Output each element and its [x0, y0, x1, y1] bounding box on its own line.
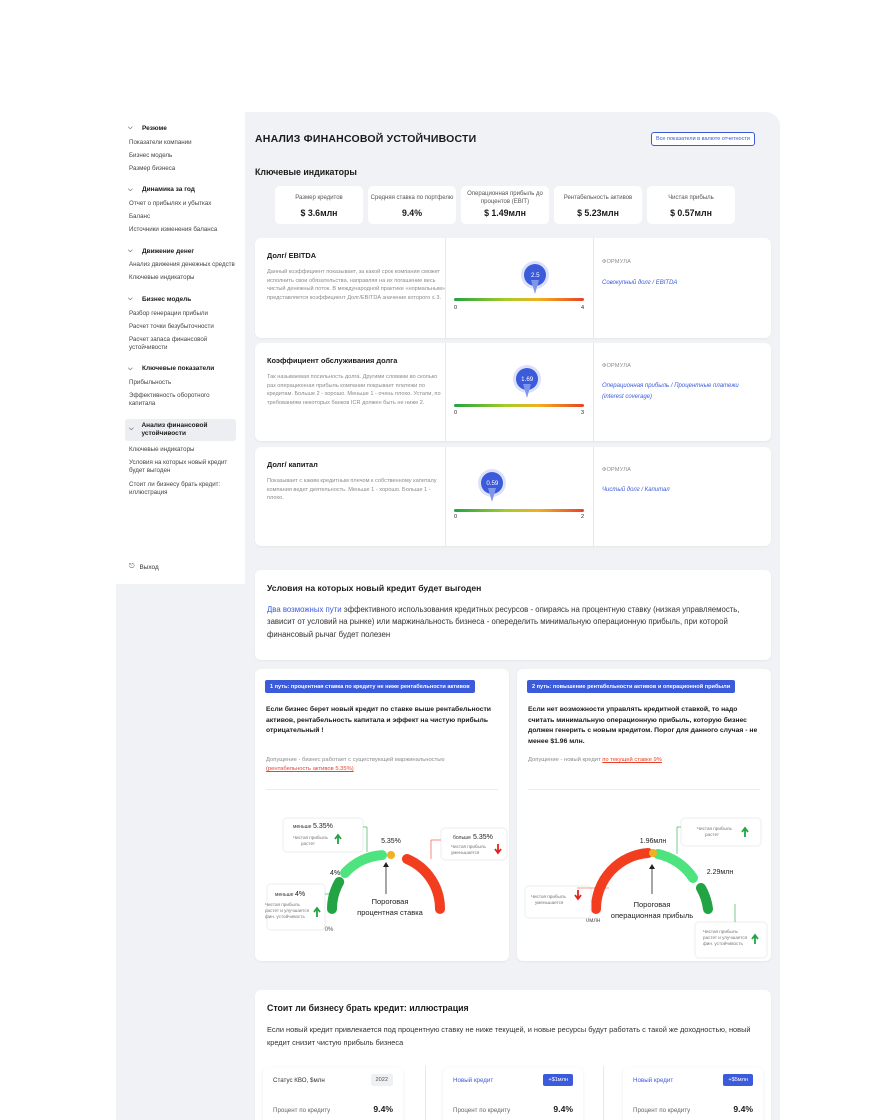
new-credit-title: Новый кредит: [633, 1077, 674, 1084]
sidebar-section-business-model: [116, 293, 245, 354]
gauge-bar: [454, 509, 584, 512]
callout-text: растет: [301, 841, 315, 846]
sidebar-item[interactable]: Расчет точки безубыточности: [129, 322, 214, 330]
amount-tag: +$1млн: [543, 1074, 573, 1086]
illustration-title: Стоит ли бизнесу брать кредит: иллюстрация: [267, 1003, 469, 1013]
path2-note: [528, 756, 760, 765]
arc-green: [332, 882, 339, 909]
conditions-text: [267, 604, 757, 641]
divider: [445, 343, 446, 441]
sidebar-section-title: Бизнес модель: [142, 295, 192, 303]
gauge-value: 0.59: [481, 472, 503, 494]
path2-note-text: Допущение - новый кредит: [528, 757, 603, 763]
row-value: 9.4%: [553, 1104, 573, 1114]
sidebar-section-header[interactable]: [116, 122, 245, 136]
callout-value: 5.35%: [473, 834, 493, 841]
sidebar-section-title: Динамика за год: [142, 186, 195, 194]
callout-text: Чистая прибыль: [265, 902, 300, 907]
pin-tail: [531, 280, 539, 294]
indicator-card-debt-ebitda: [255, 238, 771, 338]
callout-text: растет: [705, 832, 719, 837]
indicator-gauge: [454, 447, 584, 546]
path1-note: [266, 756, 498, 775]
kpi-card: [461, 186, 549, 224]
path2-text: Если нет возможности управлять кредитной ставкой, то надо считать минимальную операционную прибыль, которую бизнес должен генерить с новым кредитом. Порог для данного случая - не менее $1.96 млн.: [528, 706, 758, 746]
gauge-pin: [481, 472, 503, 502]
formula-label: ФОРМУЛА: [602, 363, 632, 369]
conditions-card: [255, 570, 771, 660]
arc-green: [701, 888, 708, 909]
path2-gauge: [517, 794, 771, 959]
callout-text: фин. устойчивость: [703, 941, 743, 946]
sidebar-item[interactable]: Источники изменения баланса: [129, 226, 218, 234]
gauge-bar: [454, 404, 584, 407]
callout-text: уменьшается: [451, 850, 480, 855]
formula-label: ФОРМУЛА: [602, 259, 632, 265]
arc-light-green: [345, 855, 382, 873]
kpi-label: Чистая прибыль: [668, 195, 714, 202]
divider: [445, 447, 446, 546]
sidebar-item[interactable]: Ключевые индикаторы: [129, 274, 195, 282]
chevron-down-icon: ⌵: [128, 296, 133, 303]
gauge-pin: [524, 264, 546, 294]
path2-badge: 2 путь: повышение рентабельности активов и операционной прибыли: [527, 680, 735, 693]
key-indicators-title: Ключевые индикаторы: [255, 167, 357, 177]
row-value: 9.4%: [373, 1104, 393, 1114]
sidebar-item[interactable]: Анализ движения денежных средств: [129, 261, 235, 269]
sidebar-section-key-metrics: [116, 362, 245, 410]
callout-text: Чистая прибыль: [697, 826, 732, 831]
formula-text: Операционная прибыль / Процентные платежи (interest coverage): [602, 383, 739, 400]
row-value: 9.4%: [733, 1104, 753, 1114]
gauge-value: 1.69: [516, 368, 538, 390]
sidebar-item[interactable]: Условия на которых новый кредит будет выгоден: [129, 459, 228, 475]
sidebar-item[interactable]: Отчет о прибылях и убытках: [129, 199, 212, 207]
arrow-head-icon: [649, 864, 655, 869]
kpi-row: [275, 186, 735, 224]
page-title: АНАЛИЗ ФИНАНСОВОЙ УСТОЙЧИВОСТИ: [255, 133, 477, 145]
callout-text: Чистая прибыль: [703, 929, 738, 934]
path1-note-text: Допущение - бизнес работает с существующей маржинальностью: [266, 757, 445, 763]
logout-button[interactable]: [129, 563, 159, 571]
kpi-card: [368, 186, 456, 224]
kpi-label: Размер кредитов: [295, 195, 343, 202]
callout-word: меньше: [275, 892, 294, 898]
new-credit-card: [443, 1068, 583, 1120]
chevron-down-icon: ⌵: [129, 425, 134, 432]
app-frame: [116, 112, 780, 1120]
path1-note-link[interactable]: (рентабельность активов 5.35%): [266, 766, 354, 773]
status-card: [263, 1068, 403, 1120]
indicator-gauge: [454, 238, 584, 338]
gauge-pin: [516, 368, 538, 398]
divider: [528, 789, 760, 790]
status-card-title: Статус КВО, $млн: [273, 1077, 325, 1084]
kpi-value: $ 0.57млн: [670, 208, 712, 218]
gauge-high-value: 2.29млн: [706, 869, 734, 876]
formula-label: ФОРМУЛА: [602, 467, 632, 473]
sidebar-section-dynamics: [116, 183, 245, 236]
sidebar-section-header[interactable]: [116, 362, 245, 376]
callout-text: Чистая прибыль: [293, 835, 328, 840]
sidebar-item[interactable]: Разбор генерации прибыли: [129, 309, 208, 317]
sidebar-section-stability: [116, 419, 245, 500]
callout-top: [681, 818, 761, 846]
path1-card: [255, 669, 509, 961]
divider: [445, 238, 446, 338]
sidebar-item[interactable]: Показатели компании: [129, 138, 192, 146]
new-credit-title: Новый кредит: [453, 1077, 494, 1084]
gauge-bar: [454, 298, 584, 301]
sidebar-item[interactable]: Прибыльность: [129, 378, 172, 386]
gauge-center-value: 1.96млн: [639, 838, 667, 845]
kpi-label: Рентабельность активов: [563, 195, 633, 202]
kpi-card: [554, 186, 642, 224]
gauge-low-value: 4%: [329, 870, 341, 877]
chevron-down-icon: ⌵: [128, 125, 133, 132]
row-label: Процент по кредиту: [273, 1107, 331, 1114]
sidebar-section-title: Резюме: [142, 125, 167, 132]
gauge-max: 2: [580, 514, 584, 520]
conditions-title: Условия на которых новый кредит будет выгоден: [267, 583, 482, 593]
callout-value: 5.35%: [313, 823, 333, 830]
conditions-highlight: Два возможных пути: [267, 605, 342, 614]
divider: [603, 1066, 604, 1120]
chevron-down-icon: ⌵: [128, 365, 133, 372]
row-label: Процент по кредиту: [633, 1107, 691, 1114]
divider: [593, 447, 594, 546]
divider: [593, 343, 594, 441]
sidebar-section-title: Ключевые показатели: [142, 365, 215, 373]
path1-text: Если бизнес берет новый кредит по ставке выше рентабельности активов, рентабельность капитала и эффект на чистую прибыль отрицательный !: [266, 706, 491, 735]
indicator-description: Показывает с каким кредитным плечом к собственному капиталу компания ведет деятельность. Меньше 1 - хорошо. Больше 1 - плохо.: [267, 478, 437, 502]
sidebar-section-title: Анализ финансовой устойчивости: [141, 421, 208, 437]
path1-badge: 1 путь: процентная ставка по кредиту не ниже рентабельности активов: [265, 680, 475, 693]
sidebar: [116, 112, 245, 584]
kpi-card: [275, 186, 363, 224]
sidebar-item[interactable]: Размер бизнеса: [129, 164, 176, 172]
amount-tag: +$5млн: [723, 1074, 753, 1086]
indicator-card-debt-equity: [255, 447, 771, 546]
sidebar-item[interactable]: Бизнес модель: [129, 151, 173, 159]
kpi-value: $ 1.49млн: [484, 208, 526, 218]
year-tag: 2022: [371, 1074, 393, 1086]
sidebar-section-cashflow: [116, 245, 245, 285]
gauge-zero: 0%: [324, 927, 334, 933]
path2-note-link[interactable]: по текущей ставке 9%: [602, 757, 662, 763]
illustration-card: [255, 990, 771, 1120]
sidebar-item[interactable]: Баланс: [129, 213, 151, 220]
kpi-card: [647, 186, 735, 224]
sidebar-section-header[interactable]: [116, 245, 245, 259]
formula-text: Чистый долг / Капитал: [602, 487, 670, 493]
sidebar-item[interactable]: Расчет запаса финансовой устойчивости: [129, 335, 208, 351]
threshold-dot: [387, 851, 395, 859]
callout-text: растет и улучшается: [265, 908, 310, 913]
gauge-center-label: Пороговая: [633, 900, 671, 909]
gauge-center-value: 5.35%: [381, 838, 401, 845]
sidebar-item[interactable]: Стоит ли бизнесу брать кредит: иллюстрация: [129, 480, 221, 496]
indicator-description: Так называемая посильность долга. Другими словами во сколько раз операционная прибыль компании покрывает платежи по кредитам. Больше 2 - хорошо. Меньше 1 - очень плохо. Устали, по требованиям некоторых банков ICR должен быть не ниже 2.: [267, 374, 441, 406]
gauge-center-label: операционная прибыль: [610, 911, 694, 920]
logout-label: Выход: [139, 563, 159, 571]
gauge-min: 0: [454, 514, 458, 520]
divider: [425, 1066, 426, 1120]
currency-button[interactable]: Все показатели в валюте отчетности: [651, 132, 755, 146]
indicator-description: Данный коэффициент показывает, за какой срок компания сможет исполнить свои обязательства, направляя на их погашение весь чистый денежный поток. В международной практике «нормальным» представляется коэффициент Долг/EBITDA значение которого ≤ 3.: [267, 269, 445, 301]
arc-red: [407, 859, 440, 909]
kpi-label: Операционная прибыль до процентов (EBIT): [467, 191, 543, 205]
indicator-title: Долг/ капитал: [267, 460, 318, 469]
indicator-gauge: [454, 343, 584, 441]
kpi-value: $ 3.6млн: [300, 208, 338, 218]
callout-value: 4%: [295, 891, 306, 898]
logout-icon: ⎋: [129, 563, 135, 570]
gauge-max: 3: [580, 410, 584, 416]
kpi-value: $ 5.23млн: [577, 208, 619, 218]
kpi-label: Средняя ставка по портфелю: [370, 195, 454, 202]
divider: [593, 238, 594, 338]
indicator-card-debt-service: [255, 343, 771, 441]
sidebar-section-header[interactable]: [116, 183, 245, 197]
gauge-value: 2.5: [524, 264, 546, 286]
gauge-zero: 0млн: [585, 918, 601, 924]
gauge-min: 0: [454, 410, 458, 416]
path2-card: [517, 669, 771, 961]
threshold-dot: [649, 849, 657, 857]
gauge-center-label: процентная ставка: [357, 908, 423, 917]
divider: [266, 789, 498, 790]
callout-text: Чистая прибыль: [451, 844, 486, 849]
indicator-title: Долг/ EBITDA: [267, 251, 317, 260]
sidebar-section-summary: [116, 122, 245, 175]
callout-text: растет и улучшается: [703, 935, 748, 940]
sidebar-item[interactable]: Ключевые индикаторы: [129, 446, 195, 454]
conditions-body: эффективного использования кредитных ресурсов - опираясь на процентную ставку (низкая управляемость, зависит от условий на рынке) или маржинальность бизнеса - опеределить минимальную операционную прибыль, при которой финансовый рычаг будет полезен: [267, 605, 740, 639]
path1-gauge: [255, 794, 509, 959]
callout-text: Чистая прибыль: [531, 894, 566, 899]
arrow-head-icon: [383, 862, 389, 867]
kpi-value: 9.4%: [401, 208, 423, 218]
gauge-max: 4: [580, 305, 584, 311]
pin-tail: [488, 488, 496, 502]
illustration-text: Если новый кредит привлекается под процентную ставку не ниже текущей, и новые ресурсы будут работать с такой же доходностью, новый кредит снизит чистую прибыль бизнеса: [267, 1025, 751, 1047]
pin-tail: [523, 384, 531, 398]
gauge-min: 0: [454, 305, 458, 311]
row-label: Процент по кредиту: [453, 1107, 511, 1114]
arc-light-green: [658, 854, 693, 878]
callout-word: больше: [453, 835, 471, 841]
chevron-down-icon: ⌵: [128, 247, 133, 254]
new-credit-card: [623, 1068, 763, 1120]
sidebar-item[interactable]: Эффективность оборотного капитала: [129, 391, 210, 407]
chevron-down-icon: ⌵: [128, 186, 133, 193]
sidebar-section-header-active[interactable]: [125, 419, 236, 441]
sidebar-section-title: Движение денег: [142, 247, 195, 255]
callout-text: фин. устойчивость: [265, 914, 305, 919]
callout-word: меньше: [293, 824, 312, 830]
gauge-center-label: Пороговая: [371, 897, 409, 906]
callout-right: [695, 922, 767, 958]
sidebar-section-header[interactable]: [116, 293, 245, 307]
indicator-title: Коэффициент обслуживания долга: [267, 356, 398, 365]
formula-text: Совокупный долг / EBITDA: [602, 280, 678, 286]
callout-text: уменьшается: [535, 900, 564, 905]
